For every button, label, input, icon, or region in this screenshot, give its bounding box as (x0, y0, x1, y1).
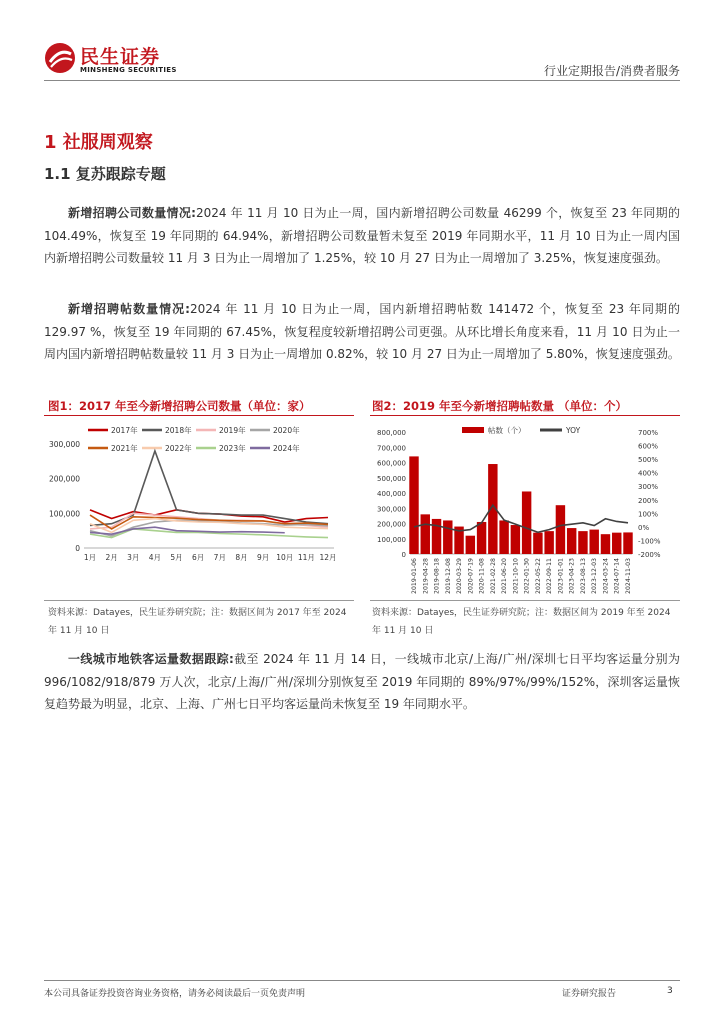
y-left-tick-label: 0 (401, 551, 406, 559)
bar (477, 522, 486, 554)
y-right-tick-label: 200% (638, 496, 659, 505)
figure2-rule (370, 415, 680, 416)
x-tick-label: 2023-04-23 (568, 558, 576, 594)
figure2-title: 图2：2019 年至今新增招聘帖数量 （单位：个） (372, 399, 628, 413)
paragraph-body: 2024 年 11 月 10 日为止一周，国内新增招聘帖数 141472 个，恢复至 23 年同期的 129.97 %，恢复至 19 年同期的 67.45%，恢复程度较新增招聘公司更强。从环比增长角度来看，11 月 10 日为止一周内国内新增招聘帖数量较 11 月 3 日为止一周增加 0.82%，较 10 月 27 日为止一周增加了 5.80%，恢复速度强劲。 (44, 302, 680, 361)
paragraph-new-companies (44, 202, 680, 270)
x-tick-label: 2022-09-11 (546, 558, 554, 594)
bar (522, 491, 531, 554)
y-left-tick-label: 200,000 (377, 520, 406, 529)
x-tick-label: 4月 (148, 553, 162, 562)
page-number: 3 (667, 986, 673, 996)
report-type: 行业定期报告/消费者服务 (543, 64, 680, 78)
x-tick-label: 11月 (297, 553, 315, 562)
x-tick-label: 2019-01-06 (411, 558, 418, 594)
x-tick-label: 5月 (170, 553, 183, 562)
minsheng-logo-icon (44, 42, 76, 74)
x-tick-label: 2月 (105, 553, 118, 562)
y-right-tick-label: 100% (638, 510, 659, 519)
bar (409, 456, 418, 554)
x-tick-label: 2019-12-08 (444, 558, 452, 594)
x-tick-label: 7月 (213, 553, 226, 562)
x-tick-label: 2023-08-13 (579, 558, 587, 594)
y-right-tick-label: 500% (638, 456, 659, 465)
x-tick-label: 2021-06-20 (501, 558, 509, 594)
y-tick-label: 300,000 (48, 440, 80, 449)
legend-label: 2021年 (111, 444, 138, 453)
y-left-tick-label: 800,000 (377, 429, 406, 437)
legend-label: 2022年 (165, 444, 192, 453)
y-right-tick-label: 400% (638, 469, 659, 478)
legend-swatch (462, 427, 484, 433)
x-tick-label: 6月 (192, 553, 205, 562)
bar (466, 536, 475, 554)
footer-divider (44, 980, 680, 981)
figure1-rule (44, 415, 354, 416)
bar (421, 514, 430, 554)
x-tick-label: 2020-07-19 (467, 558, 475, 594)
bar (612, 533, 621, 554)
paragraph-body: 2024 年 11 月 10 日为止一周，国内新增招聘公司数量 46299 个，恢复至 23 年同期的 104.49%，恢复至 19 年同期的 64.94%，新增招聘公司数量暂未复至 2019 年同期水平，11 月 10 日为止一周内国内新增招聘公司数量较 11 月 3 日为止一周增加了 1.25%，较 10 月 27 日为止一周增加了 3.25%，恢复速度强劲。 (44, 206, 680, 265)
legend-label: 2018年 (165, 426, 192, 435)
x-tick-label: 1月 (83, 553, 97, 562)
y-left-tick-label: 100,000 (377, 535, 406, 544)
x-tick-label: 3月 (127, 553, 140, 562)
figure2-source: 资料来源：Datayes，民生证券研究院；注：数据区间为 2019 年至 2024 年 11 月 10 日 (372, 608, 671, 636)
header-divider (44, 80, 680, 81)
yoy-line (414, 505, 628, 532)
x-tick-label: 2020-11-08 (478, 558, 486, 594)
section-heading: 1 社服周观察 (44, 132, 153, 153)
logo-english-name: MINSHENG SECURITIES (80, 66, 177, 74)
bar (578, 531, 587, 554)
y-left-tick-label: 700,000 (377, 444, 406, 453)
legend-label: 帖数（个） (488, 426, 526, 435)
x-tick-label: 2024-07-14 (613, 558, 621, 594)
legend-label: 2023年 (219, 444, 246, 453)
paragraph-subway-traffic (44, 648, 680, 716)
subsection-heading: 1.1 复苏跟踪专题 (44, 165, 166, 183)
bar (567, 528, 576, 554)
paragraph-body: 截至 2024 年 11 月 14 日，一线城市北京/上海/广州/深圳七日平均客运量分别为 996/1082/918/879 万人次，北京/上海/广州/深圳分别恢复至 2019 年同期的 89%/97%/99%/152%，深圳客运量恢复趋势最为明显，北京、上海、广州七日平均客运量尚未恢复至 19 年同期水平。 (44, 652, 680, 711)
x-tick-label: 2022-01-30 (523, 558, 531, 594)
x-tick-label: 12月 (319, 553, 337, 562)
bar (499, 520, 508, 554)
y-left-tick-label: 300,000 (377, 505, 406, 514)
chart-new-companies (44, 418, 356, 598)
paragraph-lead: 新增招聘公司数量情况: (68, 206, 196, 220)
x-tick-label: 2021-10-10 (512, 558, 520, 594)
y-left-tick-label: 400,000 (377, 490, 406, 498)
footer-category: 证券研究报告 (562, 989, 617, 999)
footer-disclaimer: 本公司具备证券投资咨询业务资格，请务必阅读最后一页免责声明 (44, 989, 306, 999)
y-left-tick-label: 500,000 (377, 474, 406, 483)
bar (589, 530, 598, 554)
y-right-tick-label: 600% (638, 442, 659, 451)
y-tick-label: 100,000 (48, 509, 80, 519)
bar (511, 525, 520, 554)
figure2-bottom-rule (370, 600, 680, 601)
x-tick-label: 2023-01-01 (557, 558, 565, 594)
bar (623, 532, 632, 554)
bar (443, 520, 452, 554)
bar (556, 505, 565, 554)
legend-label: YOY (566, 426, 581, 435)
bar (533, 533, 542, 554)
bar (601, 534, 610, 554)
bar (432, 519, 441, 554)
paragraph-new-posts (44, 298, 680, 366)
y-tick-label: 0 (75, 544, 80, 553)
x-tick-label: 8月 (235, 553, 248, 562)
logo-chinese-name: 民生证券 (80, 46, 161, 68)
chart-new-posts (370, 418, 682, 598)
legend-label: 2017年 (111, 426, 138, 435)
x-tick-label: 2019-08-18 (433, 558, 441, 594)
y-right-tick-label: -200% (638, 551, 661, 559)
y-right-tick-label: -100% (638, 537, 661, 546)
y-right-tick-label: 700% (638, 429, 659, 437)
x-tick-label: 2024-03-24 (602, 558, 610, 594)
bar (544, 531, 553, 554)
x-tick-label: 2023-12-03 (591, 558, 599, 594)
x-tick-label: 2024-11-03 (625, 558, 632, 594)
paragraph-lead: 一线城市地铁客运量数据跟踪: (68, 652, 234, 666)
x-tick-label: 10月 (276, 553, 294, 562)
x-tick-label: 2022-05-22 (534, 558, 542, 594)
y-left-tick-label: 600,000 (377, 459, 406, 468)
figure1-bottom-rule (44, 600, 354, 601)
x-tick-label: 2020-03-29 (456, 558, 464, 594)
y-right-tick-label: 0% (638, 523, 650, 532)
y-right-tick-label: 300% (638, 483, 659, 492)
paragraph-lead: 新增招聘帖数量情况: (68, 302, 190, 316)
y-tick-label: 200,000 (48, 474, 80, 484)
legend-label: 2019年 (219, 426, 246, 435)
x-tick-label: 9月 (256, 553, 270, 562)
figure1-source: 资料来源：Datayes，民生证券研究院；注：数据区间为 2017 年至 2024 年 11 月 10 日 (48, 608, 347, 636)
legend-label: 2020年 (273, 426, 300, 435)
legend-label: 2024年 (273, 444, 300, 453)
figure1-title: 图1：2017 年至今新增招聘公司数量（单位：家） (48, 399, 311, 413)
x-tick-label: 2021-02-28 (489, 558, 497, 594)
x-tick-label: 2019-04-28 (422, 558, 430, 594)
